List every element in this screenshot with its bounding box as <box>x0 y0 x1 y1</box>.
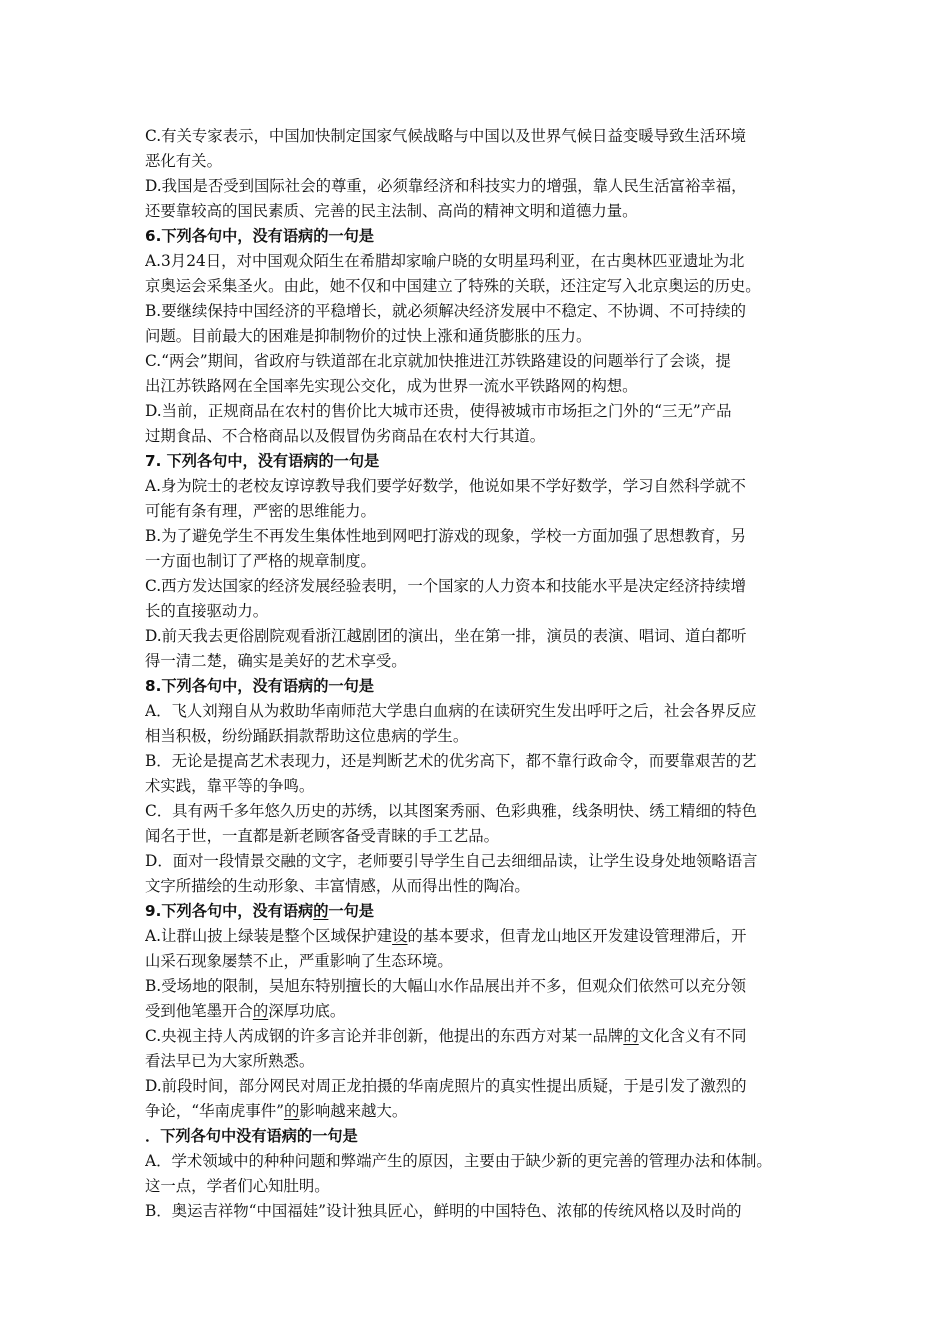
text-line: 相当积极，纷纷踊跃捐款帮助这位患病的学生。 <box>145 727 469 745</box>
answer-option <box>145 1024 807 1074</box>
text-line: 过期食品、不合格商品以及假冒伪劣商品在农村大行其道。 <box>145 427 546 445</box>
document-page <box>145 124 807 1224</box>
text-line: B．无论是提高艺术表现力，还是判断艺术的优劣高下，都不靠行政命令，而要靠艰苦的艺 <box>145 752 757 770</box>
answer-option <box>145 1199 807 1224</box>
text-line: 京奥运会采集圣火。由此，她不仅和中国建立了特殊的关联，还注定写入北京奥运的历史。 <box>145 277 761 295</box>
answer-option <box>145 524 807 574</box>
text-line: ．下列各句中没有语病的一句是 <box>145 1127 358 1145</box>
text-line: B.受场地的限制，吴旭东特别擅长的大幅山水作品展出并不多，但观众们依然可以充分领 <box>145 977 747 995</box>
text-line: A.身为院士的老校友谆谆教导我们要学好数学，他说如果不学好数学，学习自然科学就不 <box>145 477 746 495</box>
answer-option <box>145 474 807 524</box>
text-line: 得一清二楚，确实是美好的艺术享受。 <box>145 652 407 670</box>
answer-option <box>145 174 807 224</box>
text-line: B.要继续保持中国经济的平稳增长，就必须解决经济发展中不稳定、不协调、不可持续的 <box>145 302 747 320</box>
text-line: 山采石现象屡禁不止，严重影响了生态环境。 <box>145 952 453 970</box>
answer-option <box>145 299 807 349</box>
text-line: C.有关专家表示，中国加快制定国家气候战略与中国以及世界气候日益变暖导致生活环境 <box>145 127 746 145</box>
text-line: 闻名于世，一直都是新老顾客备受青睐的手工艺品。 <box>145 827 499 845</box>
text-line: 这一点，学者们心知肚明。 <box>145 1177 330 1195</box>
answer-option <box>145 574 807 624</box>
question-heading <box>145 1124 807 1149</box>
text-line: 问题。目前最大的困难是抑制物价的过快上涨和通货膨胀的压力。 <box>145 327 592 345</box>
text-line: 文字所描绘的生动形象、丰富情感，从而得出性的陶冶。 <box>145 877 530 895</box>
text-line: A．学术领域中的种种问题和弊端产生的原因，主要由于缺少新的更完善的管理办法和体制。 <box>145 1152 772 1170</box>
text-line: D.当前，正规商品在农村的售价比大城市还贵，使得被城市市场拒之门外的“三无”产品 <box>145 402 732 420</box>
text-line: B．奥运吉祥物“中国福娃”设计独具匠心，鲜明的中国特色、浓郁的传统风格以及时尚的 <box>145 1202 742 1220</box>
text-line: C.西方发达国家的经济发展经验表明，一个国家的人力资本和技能水平是决定经济持续增 <box>145 577 746 595</box>
text-line: D.我国是否受到国际社会的尊重，必须靠经济和科技实力的增强，靠人民生活富裕幸福， <box>145 177 747 195</box>
question-heading <box>145 449 807 474</box>
answer-option <box>145 1074 807 1124</box>
text-line: D.前段时间，部分网民对周正龙拍摄的华南虎照片的真实性提出质疑，于是引发了激烈的 <box>145 1077 747 1095</box>
text-line: B.为了避免学生不再发生集体性地到网吧打游戏的现象，学校一方面加强了思想教育，另 <box>145 527 747 545</box>
text-line: 受到他笔墨开合的深厚功底。 <box>145 1002 346 1020</box>
text-line: 术实践，靠平等的争鸣。 <box>145 777 315 795</box>
text-line: C.央视主持人芮成钢的许多言论并非创新，他提出的东西方对某一品牌的文化含义有不同 <box>145 1027 747 1045</box>
answer-option <box>145 924 807 974</box>
answer-option <box>145 749 807 799</box>
answer-option <box>145 624 807 674</box>
text-line: A．飞人刘翔自从为救助华南师范大学患白血病的在读研究生发出呼吁之后，社会各界反应 <box>145 702 757 720</box>
text-line: D．面对一段情景交融的文字，老师要引导学生自己去细细品读，让学生设身处地领略语言 <box>145 852 758 870</box>
answer-option <box>145 249 807 299</box>
text-line: 可能有条有理，严密的思维能力。 <box>145 502 376 520</box>
text-line: 8.下列各句中，没有语病的一句是 <box>145 677 374 695</box>
question-heading <box>145 224 807 249</box>
text-line: 9.下列各句中，没有语病的一句是 <box>145 902 374 920</box>
answer-option <box>145 349 807 399</box>
question-heading <box>145 899 807 924</box>
text-line: 还要靠较高的国民素质、完善的民主法制、高尚的精神文明和道德力量。 <box>145 202 638 220</box>
text-line: 恶化有关。 <box>145 152 222 170</box>
answer-option <box>145 124 807 174</box>
text-line: C.“两会”期间，省政府与铁道部在北京就加快推进江苏铁路建设的问题举行了会谈，提 <box>145 352 731 370</box>
answer-option <box>145 974 807 1024</box>
answer-option <box>145 1149 807 1199</box>
text-line: 6.下列各句中，没有语病的一句是 <box>145 227 374 245</box>
text-line: 一方面也制订了严格的规章制度。 <box>145 552 376 570</box>
answer-option <box>145 849 807 899</box>
answer-option <box>145 799 807 849</box>
question-heading <box>145 674 807 699</box>
text-line: 7. 下列各句中，没有语病的一句是 <box>145 452 380 470</box>
answer-option <box>145 699 807 749</box>
text-line: C．具有两千多年悠久历史的苏绣，以其图案秀丽、色彩典雅，线条明快、绣工精细的特色 <box>145 802 758 820</box>
text-line: 看法早已为大家所熟悉。 <box>145 1052 315 1070</box>
answer-option <box>145 399 807 449</box>
text-line: 长的直接驱动力。 <box>145 602 269 620</box>
text-line: A.3月24日，对中国观众陌生在希腊却家喻户晓的女明星玛利亚，在古奥林匹亚遗址为北 <box>145 252 745 270</box>
text-line: A.让群山披上绿装是整个区域保护建设的基本要求，但青龙山地区开发建设管理滞后，开 <box>145 927 747 945</box>
text-line: 争论，“华南虎事件”的影响越来越大。 <box>145 1102 408 1120</box>
text-line: D.前天我去更俗剧院观看浙江越剧团的演出，坐在第一排，演员的表演、唱词、道白都听 <box>145 627 747 645</box>
text-line: 出江苏铁路网在全国率先实现公交化，成为世界一流水平铁路网的构想。 <box>145 377 638 395</box>
